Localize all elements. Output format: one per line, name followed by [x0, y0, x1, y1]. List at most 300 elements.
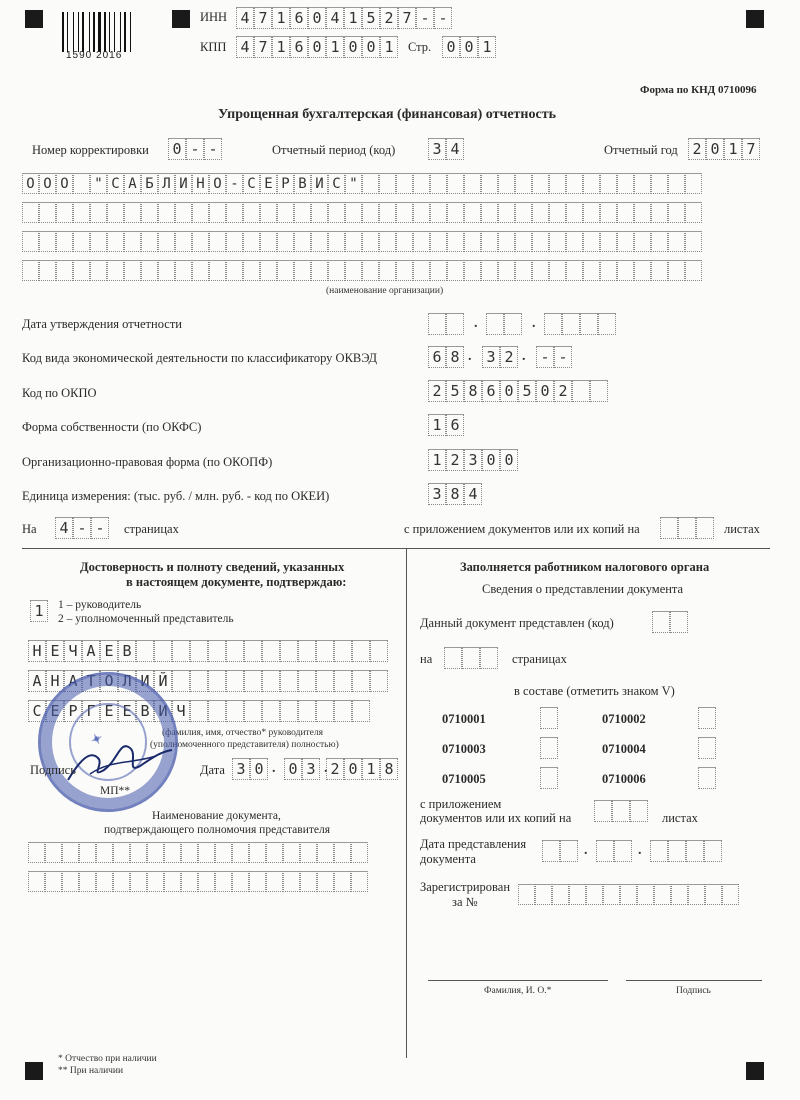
- char-cell[interactable]: [294, 231, 311, 252]
- char-cell[interactable]: [73, 260, 90, 281]
- char-cell[interactable]: [209, 202, 226, 223]
- char-cell[interactable]: [244, 670, 262, 692]
- char-cell[interactable]: [208, 670, 226, 692]
- authority-doc-row-1[interactable]: [28, 842, 368, 864]
- char-cell[interactable]: 0: [308, 36, 326, 58]
- char-cell[interactable]: [352, 700, 370, 722]
- char-cell[interactable]: [446, 313, 464, 335]
- char-cell[interactable]: [480, 647, 498, 669]
- char-cell[interactable]: 5: [362, 7, 380, 29]
- char-cell[interactable]: [614, 840, 632, 862]
- period-cells[interactable]: [428, 138, 464, 160]
- char-cell[interactable]: [334, 700, 352, 722]
- char-cell[interactable]: [668, 173, 685, 194]
- char-cell[interactable]: [651, 173, 668, 194]
- check-0710005[interactable]: [540, 767, 558, 789]
- char-cell[interactable]: [124, 202, 141, 223]
- year-cells[interactable]: [688, 138, 760, 160]
- char-cell[interactable]: 6: [290, 36, 308, 58]
- char-cell[interactable]: [141, 202, 158, 223]
- char-cell[interactable]: [549, 231, 566, 252]
- presented-date-year[interactable]: [650, 840, 722, 862]
- char-cell[interactable]: [124, 231, 141, 252]
- char-cell[interactable]: [634, 231, 651, 252]
- char-cell[interactable]: [586, 884, 603, 905]
- okopf-cells[interactable]: [428, 449, 518, 471]
- char-cell[interactable]: 0: [362, 36, 380, 58]
- char-cell[interactable]: [266, 871, 283, 892]
- char-cell[interactable]: 0: [168, 138, 186, 160]
- char-cell[interactable]: Г: [82, 700, 100, 722]
- char-cell[interactable]: [56, 260, 73, 281]
- char-cell[interactable]: С: [328, 173, 345, 194]
- char-cell[interactable]: [96, 842, 113, 863]
- char-cell[interactable]: [107, 231, 124, 252]
- char-cell[interactable]: 1: [724, 138, 742, 160]
- char-cell[interactable]: [298, 670, 316, 692]
- char-cell[interactable]: [637, 884, 654, 905]
- char-cell[interactable]: [634, 202, 651, 223]
- char-cell[interactable]: О: [100, 670, 118, 692]
- char-cell[interactable]: [552, 884, 569, 905]
- char-cell[interactable]: И: [154, 700, 172, 722]
- char-cell[interactable]: 1: [272, 7, 290, 29]
- char-cell[interactable]: [617, 260, 634, 281]
- char-cell[interactable]: [215, 871, 232, 892]
- char-cell[interactable]: Е: [46, 640, 64, 662]
- char-cell[interactable]: [481, 202, 498, 223]
- char-cell[interactable]: [660, 517, 678, 539]
- okfs-cells[interactable]: [428, 414, 464, 436]
- char-cell[interactable]: [430, 202, 447, 223]
- char-cell[interactable]: [580, 313, 598, 335]
- char-cell[interactable]: [209, 231, 226, 252]
- char-cell[interactable]: И: [175, 173, 192, 194]
- char-cell[interactable]: [316, 640, 334, 662]
- char-cell[interactable]: [668, 231, 685, 252]
- char-cell[interactable]: 0: [500, 449, 518, 471]
- char-cell[interactable]: 2: [688, 138, 706, 160]
- char-cell[interactable]: [515, 231, 532, 252]
- char-cell[interactable]: [444, 647, 462, 669]
- char-cell[interactable]: 7: [398, 7, 416, 29]
- char-cell[interactable]: [447, 173, 464, 194]
- char-cell[interactable]: О: [39, 173, 56, 194]
- char-cell[interactable]: [277, 260, 294, 281]
- char-cell[interactable]: [294, 260, 311, 281]
- presented-date-day[interactable]: [542, 840, 578, 862]
- char-cell[interactable]: [698, 707, 716, 729]
- char-cell[interactable]: [147, 871, 164, 892]
- char-cell[interactable]: 0: [482, 449, 500, 471]
- char-cell[interactable]: -: [73, 517, 91, 539]
- char-cell[interactable]: [370, 640, 388, 662]
- char-cell[interactable]: [175, 260, 192, 281]
- registration-number-cells[interactable]: [518, 884, 739, 906]
- char-cell[interactable]: 2: [428, 380, 446, 402]
- char-cell[interactable]: [334, 640, 352, 662]
- char-cell[interactable]: [232, 871, 249, 892]
- correction-cells[interactable]: [168, 138, 222, 160]
- char-cell[interactable]: 3: [482, 346, 500, 368]
- char-cell[interactable]: Е: [118, 700, 136, 722]
- char-cell[interactable]: [362, 260, 379, 281]
- char-cell[interactable]: [542, 840, 560, 862]
- char-cell[interactable]: 0: [250, 758, 268, 780]
- char-cell[interactable]: [704, 840, 722, 862]
- char-cell[interactable]: [244, 700, 262, 722]
- char-cell[interactable]: [634, 173, 651, 194]
- char-cell[interactable]: Т: [82, 670, 100, 692]
- char-cell[interactable]: -: [554, 346, 572, 368]
- char-cell[interactable]: [260, 231, 277, 252]
- char-cell[interactable]: [630, 800, 648, 822]
- char-cell[interactable]: 4: [464, 483, 482, 505]
- char-cell[interactable]: [668, 202, 685, 223]
- char-cell[interactable]: О: [22, 173, 39, 194]
- char-cell[interactable]: [192, 260, 209, 281]
- char-cell[interactable]: [696, 517, 714, 539]
- pages-cells[interactable]: [55, 517, 109, 539]
- char-cell[interactable]: [172, 670, 190, 692]
- char-cell[interactable]: [413, 173, 430, 194]
- okved-cells-c[interactable]: [536, 346, 572, 368]
- char-cell[interactable]: 4: [236, 7, 254, 29]
- char-cell[interactable]: [583, 260, 600, 281]
- char-cell[interactable]: [328, 202, 345, 223]
- char-cell[interactable]: [671, 884, 688, 905]
- char-cell[interactable]: 7: [254, 7, 272, 29]
- char-cell[interactable]: [130, 871, 147, 892]
- char-cell[interactable]: 3: [464, 449, 482, 471]
- okpo-cells[interactable]: [428, 380, 608, 402]
- char-cell[interactable]: [620, 884, 637, 905]
- char-cell[interactable]: 6: [446, 414, 464, 436]
- char-cell[interactable]: [158, 231, 175, 252]
- char-cell[interactable]: [594, 800, 612, 822]
- char-cell[interactable]: [192, 231, 209, 252]
- presented-date-month[interactable]: [596, 840, 632, 862]
- char-cell[interactable]: [603, 884, 620, 905]
- char-cell[interactable]: [226, 260, 243, 281]
- char-cell[interactable]: 0: [706, 138, 724, 160]
- char-cell[interactable]: [73, 202, 90, 223]
- char-cell[interactable]: [280, 700, 298, 722]
- char-cell[interactable]: [249, 871, 266, 892]
- char-cell[interactable]: [283, 871, 300, 892]
- char-cell[interactable]: Б: [141, 173, 158, 194]
- char-cell[interactable]: [698, 737, 716, 759]
- char-cell[interactable]: [124, 260, 141, 281]
- char-cell[interactable]: [260, 260, 277, 281]
- char-cell[interactable]: [590, 380, 608, 402]
- char-cell[interactable]: [540, 737, 558, 759]
- char-cell[interactable]: [583, 231, 600, 252]
- char-cell[interactable]: [62, 842, 79, 863]
- char-cell[interactable]: [705, 884, 722, 905]
- org-name-row-2[interactable]: [22, 202, 702, 224]
- char-cell[interactable]: 3: [428, 138, 446, 160]
- char-cell[interactable]: 1: [326, 36, 344, 58]
- char-cell[interactable]: [226, 231, 243, 252]
- attach-cells[interactable]: [660, 517, 714, 539]
- char-cell[interactable]: [596, 840, 614, 862]
- char-cell[interactable]: Е: [260, 173, 277, 194]
- char-cell[interactable]: [481, 173, 498, 194]
- char-cell[interactable]: [430, 260, 447, 281]
- char-cell[interactable]: О: [56, 173, 73, 194]
- char-cell[interactable]: [22, 202, 39, 223]
- char-cell[interactable]: [532, 231, 549, 252]
- char-cell[interactable]: [45, 871, 62, 892]
- char-cell[interactable]: Е: [46, 700, 64, 722]
- char-cell[interactable]: [678, 517, 696, 539]
- char-cell[interactable]: [447, 202, 464, 223]
- char-cell[interactable]: В: [118, 640, 136, 662]
- char-cell[interactable]: [298, 700, 316, 722]
- char-cell[interactable]: [316, 670, 334, 692]
- check-0710004[interactable]: [698, 737, 716, 759]
- char-cell[interactable]: [107, 260, 124, 281]
- char-cell[interactable]: -: [536, 346, 554, 368]
- char-cell[interactable]: [379, 173, 396, 194]
- char-cell[interactable]: [464, 231, 481, 252]
- char-cell[interactable]: Й: [154, 670, 172, 692]
- char-cell[interactable]: Ч: [64, 640, 82, 662]
- char-cell[interactable]: [311, 260, 328, 281]
- char-cell[interactable]: 7: [254, 36, 272, 58]
- char-cell[interactable]: [300, 842, 317, 863]
- char-cell[interactable]: [569, 884, 586, 905]
- char-cell[interactable]: [181, 871, 198, 892]
- char-cell[interactable]: [617, 173, 634, 194]
- char-cell[interactable]: [130, 842, 147, 863]
- approval-date-year[interactable]: [544, 313, 616, 335]
- char-cell[interactable]: [300, 871, 317, 892]
- org-name-row-3[interactable]: [22, 231, 702, 253]
- char-cell[interactable]: [572, 380, 590, 402]
- char-cell[interactable]: [722, 884, 739, 905]
- char-cell[interactable]: 0: [536, 380, 554, 402]
- sign-date-year[interactable]: [326, 758, 398, 780]
- approval-date-day[interactable]: [428, 313, 464, 335]
- right-attach-cells[interactable]: [594, 800, 648, 822]
- char-cell[interactable]: [154, 640, 172, 662]
- char-cell[interactable]: [698, 767, 716, 789]
- char-cell[interactable]: [334, 842, 351, 863]
- char-cell[interactable]: [334, 871, 351, 892]
- char-cell[interactable]: -: [91, 517, 109, 539]
- char-cell[interactable]: 0: [460, 36, 478, 58]
- char-cell[interactable]: [668, 260, 685, 281]
- char-cell[interactable]: [215, 842, 232, 863]
- char-cell[interactable]: [262, 670, 280, 692]
- char-cell[interactable]: 3: [232, 758, 250, 780]
- char-cell[interactable]: [617, 202, 634, 223]
- char-cell[interactable]: 2: [326, 758, 344, 780]
- char-cell[interactable]: [685, 231, 702, 252]
- char-cell[interactable]: Н: [192, 173, 209, 194]
- char-cell[interactable]: [190, 640, 208, 662]
- char-cell[interactable]: 6: [290, 7, 308, 29]
- char-cell[interactable]: [244, 640, 262, 662]
- char-cell[interactable]: 8: [446, 483, 464, 505]
- char-cell[interactable]: 0: [500, 380, 518, 402]
- char-cell[interactable]: [498, 202, 515, 223]
- char-cell[interactable]: [686, 840, 704, 862]
- char-cell[interactable]: [28, 871, 45, 892]
- char-cell[interactable]: [462, 647, 480, 669]
- char-cell[interactable]: [107, 202, 124, 223]
- char-cell[interactable]: [113, 842, 130, 863]
- char-cell[interactable]: 0: [284, 758, 302, 780]
- char-cell[interactable]: 0: [442, 36, 460, 58]
- char-cell[interactable]: [685, 202, 702, 223]
- char-cell[interactable]: [685, 260, 702, 281]
- char-cell[interactable]: Р: [64, 700, 82, 722]
- char-cell[interactable]: [413, 260, 430, 281]
- char-cell[interactable]: 1: [428, 414, 446, 436]
- char-cell[interactable]: [535, 884, 552, 905]
- char-cell[interactable]: [562, 313, 580, 335]
- char-cell[interactable]: Е: [100, 640, 118, 662]
- char-cell[interactable]: [396, 231, 413, 252]
- char-cell[interactable]: А: [82, 640, 100, 662]
- char-cell[interactable]: [464, 260, 481, 281]
- char-cell[interactable]: [549, 260, 566, 281]
- char-cell[interactable]: 2: [554, 380, 572, 402]
- char-cell[interactable]: [413, 231, 430, 252]
- char-cell[interactable]: [79, 842, 96, 863]
- char-cell[interactable]: [198, 871, 215, 892]
- inn-cells[interactable]: [236, 7, 452, 29]
- org-name-row-4[interactable]: [22, 260, 702, 282]
- char-cell[interactable]: 5: [518, 380, 536, 402]
- char-cell[interactable]: [141, 260, 158, 281]
- signer-code-cell[interactable]: [30, 600, 48, 622]
- char-cell[interactable]: [280, 640, 298, 662]
- char-cell[interactable]: [396, 202, 413, 223]
- char-cell[interactable]: Л: [118, 670, 136, 692]
- char-cell[interactable]: [544, 313, 562, 335]
- char-cell[interactable]: 1: [478, 36, 496, 58]
- char-cell[interactable]: [464, 173, 481, 194]
- char-cell[interactable]: [280, 670, 298, 692]
- char-cell[interactable]: [351, 871, 368, 892]
- char-cell[interactable]: [73, 173, 90, 194]
- char-cell[interactable]: [39, 260, 56, 281]
- char-cell[interactable]: [370, 670, 388, 692]
- char-cell[interactable]: [532, 202, 549, 223]
- char-cell[interactable]: А: [64, 670, 82, 692]
- char-cell[interactable]: [317, 842, 334, 863]
- char-cell[interactable]: 1: [272, 36, 290, 58]
- char-cell[interactable]: [39, 231, 56, 252]
- char-cell[interactable]: [345, 202, 362, 223]
- char-cell[interactable]: [141, 231, 158, 252]
- char-cell[interactable]: [136, 640, 154, 662]
- char-cell[interactable]: 6: [482, 380, 500, 402]
- char-cell[interactable]: [447, 231, 464, 252]
- char-cell[interactable]: [583, 173, 600, 194]
- check-0710006[interactable]: [698, 767, 716, 789]
- check-0710003[interactable]: [540, 737, 558, 759]
- char-cell[interactable]: [362, 173, 379, 194]
- char-cell[interactable]: [226, 670, 244, 692]
- char-cell[interactable]: [430, 231, 447, 252]
- char-cell[interactable]: -: [186, 138, 204, 160]
- char-cell[interactable]: [430, 173, 447, 194]
- char-cell[interactable]: [243, 202, 260, 223]
- char-cell[interactable]: [172, 640, 190, 662]
- org-name-row-1[interactable]: [22, 173, 702, 195]
- char-cell[interactable]: [39, 202, 56, 223]
- char-cell[interactable]: [249, 842, 266, 863]
- char-cell[interactable]: [283, 842, 300, 863]
- char-cell[interactable]: 8: [446, 346, 464, 368]
- page-cells[interactable]: [442, 36, 496, 58]
- char-cell[interactable]: -: [434, 7, 452, 29]
- char-cell[interactable]: [549, 202, 566, 223]
- char-cell[interactable]: 6: [428, 346, 446, 368]
- char-cell[interactable]: [56, 231, 73, 252]
- char-cell[interactable]: 2: [500, 346, 518, 368]
- char-cell[interactable]: [262, 700, 280, 722]
- char-cell[interactable]: [600, 260, 617, 281]
- char-cell[interactable]: А: [124, 173, 141, 194]
- char-cell[interactable]: [113, 871, 130, 892]
- char-cell[interactable]: [243, 260, 260, 281]
- char-cell[interactable]: И: [136, 670, 154, 692]
- char-cell[interactable]: [566, 260, 583, 281]
- char-cell[interactable]: [79, 871, 96, 892]
- char-cell[interactable]: [190, 670, 208, 692]
- char-cell[interactable]: [262, 640, 280, 662]
- char-cell[interactable]: Н: [46, 670, 64, 692]
- char-cell[interactable]: [566, 202, 583, 223]
- approval-date-month[interactable]: [486, 313, 522, 335]
- char-cell[interactable]: [532, 260, 549, 281]
- char-cell[interactable]: [90, 202, 107, 223]
- char-cell[interactable]: [654, 884, 671, 905]
- char-cell[interactable]: [498, 260, 515, 281]
- char-cell[interactable]: [560, 840, 578, 862]
- sign-date-day[interactable]: [232, 758, 268, 780]
- char-cell[interactable]: Л: [158, 173, 175, 194]
- okved-cells-a[interactable]: [428, 346, 464, 368]
- char-cell[interactable]: [198, 842, 215, 863]
- char-cell[interactable]: [277, 202, 294, 223]
- char-cell[interactable]: 1: [428, 449, 446, 471]
- char-cell[interactable]: [208, 640, 226, 662]
- char-cell[interactable]: 4: [446, 138, 464, 160]
- char-cell[interactable]: [481, 260, 498, 281]
- char-cell[interactable]: [22, 231, 39, 252]
- char-cell[interactable]: [481, 231, 498, 252]
- char-cell[interactable]: [413, 202, 430, 223]
- char-cell[interactable]: [90, 231, 107, 252]
- presented-cells[interactable]: [652, 611, 688, 633]
- char-cell[interactable]: [566, 231, 583, 252]
- char-cell[interactable]: [352, 670, 370, 692]
- char-cell[interactable]: Н: [28, 640, 46, 662]
- char-cell[interactable]: [345, 231, 362, 252]
- char-cell[interactable]: [243, 231, 260, 252]
- char-cell[interactable]: [226, 700, 244, 722]
- char-cell[interactable]: [294, 202, 311, 223]
- char-cell[interactable]: [73, 231, 90, 252]
- char-cell[interactable]: [600, 231, 617, 252]
